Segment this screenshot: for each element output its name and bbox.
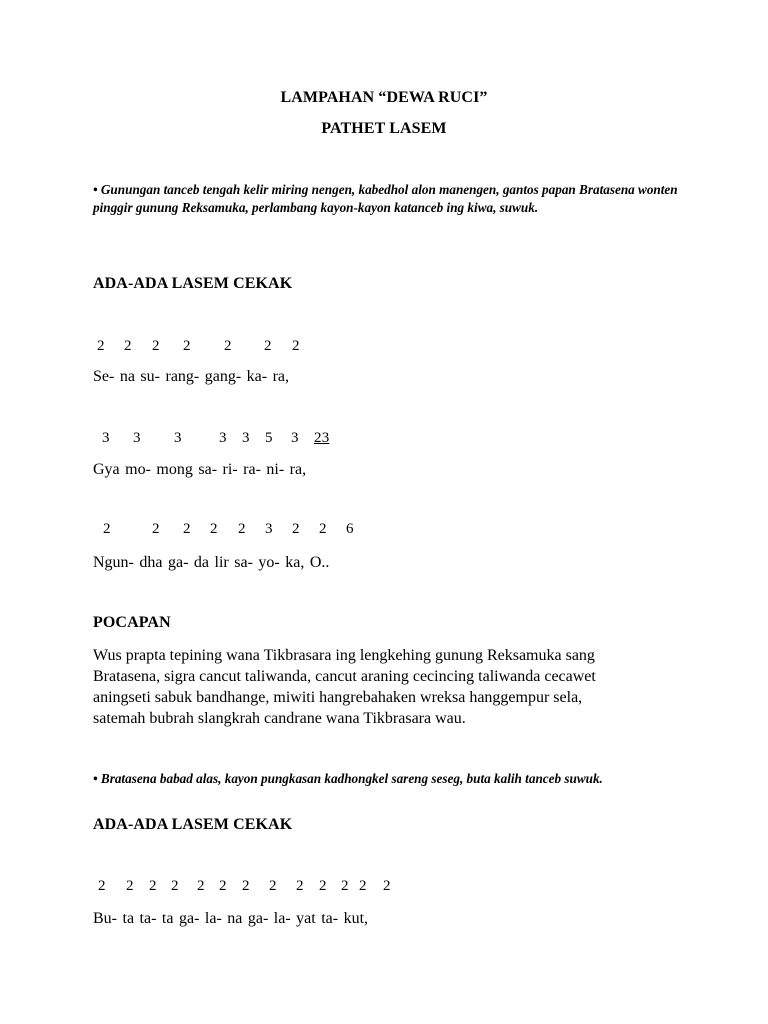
notation-line-4: [93, 878, 423, 896]
note: 2: [224, 338, 232, 354]
note: 2: [292, 338, 300, 354]
notation-line-3: [93, 521, 393, 539]
lyric-line-2: Gya mo- mong sa- ri- ra- ni- ra,: [93, 461, 307, 478]
pocapan-paragraph: [93, 645, 673, 729]
note: 2: [219, 878, 227, 894]
note: 5: [265, 430, 273, 446]
note: 2: [269, 878, 277, 894]
note: 3: [102, 430, 110, 446]
note: 3: [174, 430, 182, 446]
document-subtitle: PATHET LASEM: [321, 120, 447, 137]
note: 2: [242, 878, 250, 894]
note: 2: [264, 338, 272, 354]
note: 6: [346, 521, 354, 537]
note: 3: [291, 430, 299, 446]
note: 3: [219, 430, 227, 446]
document-title: LAMPAHAN “DEWA RUCI”: [280, 89, 488, 106]
pocapan-line: satemah bubrah slangkrah candrane wana Tikbrasara wau.: [93, 710, 466, 727]
note: 2: [296, 878, 304, 894]
notation-line-2: [93, 430, 393, 448]
note: 2: [124, 338, 132, 354]
pocapan-heading: POCAPAN: [93, 614, 171, 631]
note: 2: [149, 878, 157, 894]
note: 3: [265, 521, 273, 537]
note: 3: [133, 430, 141, 446]
pocapan-line: aningseti sabuk bandhange, miwiti hangrebahaken wreksa hanggempur sela,: [93, 689, 583, 706]
stage-direction-1: • Gunungan tanceb tengah kelir miring nengen, kabedhol alon manengen, gantos papan Bratasena wonten pinggir gunung Reksamuka, perlambang kayon-kayon katanceb ing kiwa, suwuk.: [93, 182, 678, 215]
note: 2: [152, 521, 160, 537]
pocapan-line: Bratasena, sigra cancut taliwanda, cancut araning cecincing taliwanda cecawet: [93, 668, 596, 685]
note: 23: [314, 430, 330, 446]
note: 3: [242, 430, 250, 446]
note: 2: [359, 878, 367, 894]
note: 2: [292, 521, 300, 537]
section-2-heading: ADA-ADA LASEM CEKAK: [93, 816, 293, 833]
notation-line-1: [93, 338, 393, 356]
note: 2: [210, 521, 218, 537]
note: 2: [126, 878, 134, 894]
note: 2: [152, 338, 160, 354]
section-1-heading: ADA-ADA LASEM CEKAK: [93, 275, 293, 292]
pocapan-line: Wus prapta tepining wana Tikbrasara ing lengkehing gunung Reksamuka sang: [93, 647, 595, 664]
note: 2: [383, 878, 391, 894]
note: 2: [183, 521, 191, 537]
note: 2: [319, 878, 327, 894]
lyric-line-3: Ngun- dha ga- da lir sa- yo- ka, O..: [93, 554, 330, 571]
note: 2: [319, 521, 327, 537]
lyric-line-1: Se- na su- rang- gang- ka- ra,: [93, 368, 290, 385]
note: 2: [171, 878, 179, 894]
lyric-line-4: Bu- ta ta- ta ga- la- na ga- la- yat ta- kut,: [93, 910, 369, 927]
note: 2: [98, 878, 106, 894]
note: 2: [238, 521, 246, 537]
note: 2: [103, 521, 111, 537]
stage-direction-2: • Bratasena babad alas, kayon pungkasan kadhongkel sareng seseg, buta kalih tanceb suwuk.: [93, 771, 603, 786]
note: 2: [97, 338, 105, 354]
note: 2: [197, 878, 205, 894]
note: 2: [183, 338, 191, 354]
note: 2: [341, 878, 349, 894]
